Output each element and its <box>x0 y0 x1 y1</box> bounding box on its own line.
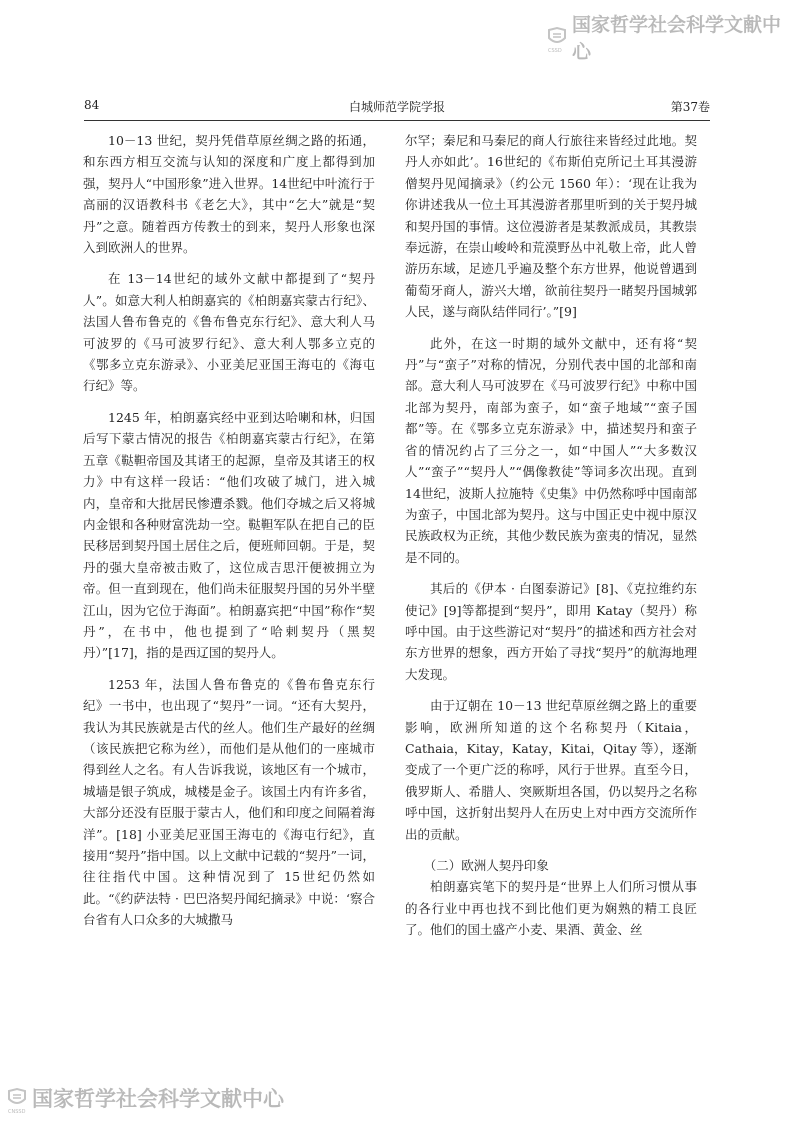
watermark-sub-label: CSSD <box>548 48 562 54</box>
watermark-top <box>546 10 793 64</box>
watermark-bottom <box>6 1083 284 1113</box>
paragraph: 1253 年，法国人鲁布鲁克的《鲁布鲁克东行纪》一书中，也出现了“契丹”一词。“还有大契丹，我认为其民族就是古代的丝人。他们生产最好的丝绸（该民族把它称为丝），而他们是从他们的一座城市得到丝人之名。有人告诉我说，该地区有一个城市，城墙是银子筑成，城楼是金子。该国土内有许多省，大部分还没有臣服于蒙古人，他们和印度之间隔着海洋”。[18] 小亚美尼亚国王海屯的《海屯行纪》，直接用“契丹”指中国。以上文献中记载的“契丹”一词，往往指代中国。这种情况到了 15世纪仍然如此。“《约萨法特 · 巴巴洛契丹闻纪摘录》中说：‘察合台省有人口众多的大城撒马 <box>83 676 375 928</box>
journal-title: 白城师范学院学报 <box>348 100 445 114</box>
paragraph: 其后的《伊本 · 白图泰游记》[8]、《克拉维约东使记》[9]等都提到“契丹”，即用 Katay（契丹）称呼中国。由于这些游记对“契丹”的描述和西方社会对东方世界的想象，西方开始了寻找“契丹”的航海地理大发现。 <box>405 581 697 682</box>
page-number: 84 <box>84 98 100 112</box>
paragraph: 由于辽朝在 10－13 世纪草原丝绸之路上的重要影响，欧洲所知道的这个名称契丹（Kitaia，Cathaia，Kitay，Katay，Kitai，Qitay 等），逐渐变成了一个更广泛的称呼，风行于世界。直至今日，俄罗斯人、希腊人、突厥斯坦各国，仍以契丹之名称呼中国，这折射出契丹人在历史上对中西方交流所作出的贡献。 <box>405 698 698 842</box>
left-column <box>83 130 375 941</box>
archive-logo-icon <box>6 1087 28 1115</box>
paragraph: 此外，在这一时期的域外文献中，还有将“契丹”与“蛮子”对称的情况，分别代表中国的北部和南部。意大利人马可波罗在《马可波罗行纪》中称中国北部为契丹，南部为蛮子，如“蛮子地域”“蛮子国都”等。在《鄂多立克东游录》中，描述契丹和蛮子省的情况约占了三分之一，如“中国人”“大多数汉人”“蛮子”“契丹人”“偶像教徒”等词多次出现。直到 14世纪，波斯人拉施特《史集》中仍然称呼中国南部为蛮子，中国北部为契丹。这与中国正史中视中原汉民族政权为正统，其他少数民族为蛮夷的情况，显然是不同的。 <box>405 335 697 565</box>
watermark-name: 国家哲学社会科学文献中心 <box>572 14 782 63</box>
volume-label: 第37卷 <box>670 100 710 114</box>
right-column <box>405 130 697 951</box>
section-heading: （二）欧洲人契丹印象 <box>423 858 549 873</box>
paragraph: 1245 年，柏朗嘉宾经中亚到达哈喇和林，归国后写下蒙古情况的报告《柏朗嘉宾蒙古行纪》，在第五章《鞑靼帝国及其诸王的起源，皇帝及其诸王的权力》中有这样一段话：“他们攻破了城门，进入城内，皇帝和大批居民惨遭杀戮。他们夺城之后又将城内金银和各种财富洗劫一空。鞑靼军队在把自己的臣民移居到契丹国土居住之后，便班师回朝。于是，契丹的强大皇帝被击败了，这位成吉思汗便被拥立为帝。但一直到现在，他们尚未征服契丹国的另外半壁江山，因为它位于海面”。柏朗嘉宾把“中国”称作“契丹”，在书中，他也提到了“哈剌契丹（黑契丹）”[17]，指的是西辽国的契丹人。 <box>83 409 375 661</box>
paragraph: 10－13 世纪，契丹凭借草原丝绸之路的拓通，和东西方相互交流与认知的深度和广度上都得到加强，契丹人“中国形象”进入世界。14世纪中叶流行于高丽的汉语教科书《老乞大》，其中“乞大”就是“契丹”之意。随着西方传教士的到来，契丹人形象也深入到欧洲人的世界。 <box>83 133 375 256</box>
page-header <box>84 98 710 118</box>
paragraph-continued: 尔罕；秦尼和马秦尼的商人行旅往来皆经过此地。契丹人亦如此’。16世纪的《布斯伯克所记土耳其漫游僧契丹见闻摘录》（约公元 1560 年）：‘现在让我为你讲述我从一位土耳其漫游者那里听到的关于契丹城和契丹国的事情。这位漫游者是某教派成员，其教崇奉远游，在崇山峻岭和荒漠野丛中礼敬上帝，此人曾游历东域，足迹几乎遍及整个东方世界，他说曾遇到葡萄牙商人，游兴大增，欲前往契丹一睹契丹国城郭人民，遂与商队结伴同行’。”[9] <box>405 133 697 320</box>
paragraph: 柏朗嘉宾笔下的契丹是“世界上人们所习惯从事的各行业中再也找不到比他们更为娴熟的精工良匠了。他们的国土盛产小麦、果酒、黄金、丝 <box>405 879 697 938</box>
header-divider <box>84 120 710 121</box>
watermark-sub-label: CNSSD <box>8 1109 26 1115</box>
watermark-name: 国家哲学社会科学文献中心 <box>32 1087 284 1111</box>
archive-logo-icon <box>546 26 568 54</box>
paragraph: 在 13－14世纪的域外文献中都提到了“契丹人”。如意大利人柏朗嘉宾的《柏朗嘉宾蒙古行纪》、法国人鲁布鲁克的《鲁布鲁克东行纪》、意大利人马可波罗的《马可波罗行纪》、意大利人鄂多立克的《鄂多立克东游录》、小亚美尼亚国王海屯的《海屯行纪》等。 <box>83 271 375 394</box>
